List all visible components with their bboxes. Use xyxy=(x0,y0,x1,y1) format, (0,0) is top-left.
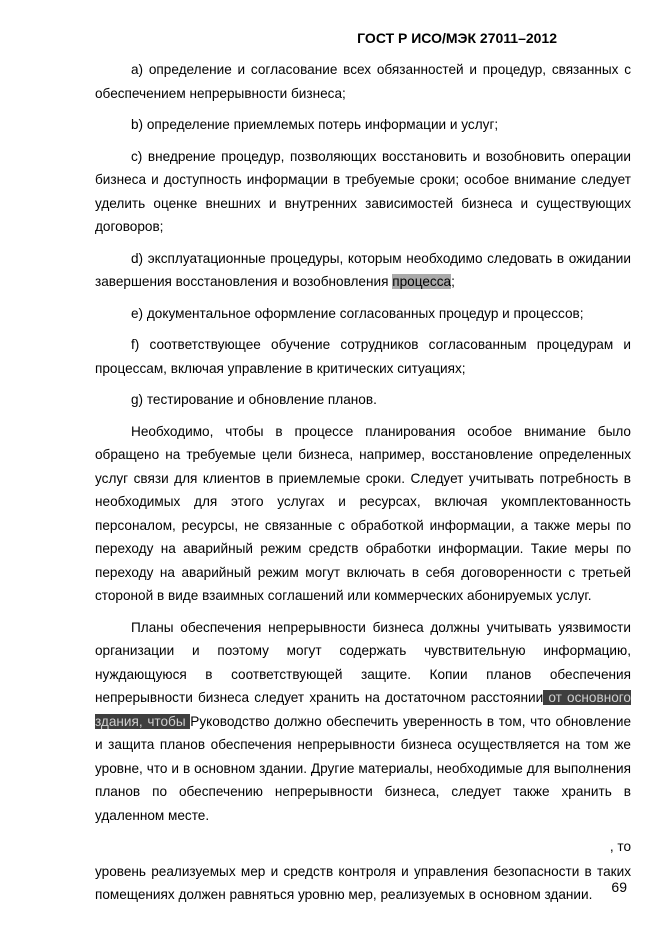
paragraph-plans-rest: Руководство должно обеспечить уверенность в том, что обновление и защита планов обеспечения непрерывности бизнеса осуществляется на том же уровне, что и в основном здании. Другие материалы, необходимые для выполнения планов по обеспечению непрерывности бизнеса, следует также хранить в удаленном месте. xyxy=(95,713,632,823)
highlighted-word: процесса xyxy=(392,274,452,289)
paragraph-security-level: уровень реализуемых мер и средств контроля и управления безопасности в таких помещениях должен равняться уровню мер, реализуемых в основном здании. xyxy=(95,863,631,902)
list-item-c: с) внедрение процедур, позволяющих восстановить и возобновить операции бизнеса и доступность информации в требуемые сроки; особое внимание следует уделить оценке внешних и внутренних зависимостей бизнеса и существующих договоров; xyxy=(95,148,631,234)
list-item-f: f) соответствующее обучение сотрудников согласованным процедурам и процессам, включая управление в критических ситуациях; xyxy=(95,337,631,376)
list-item-d-text: d) эксплуатационные процедуры, которым необходимо следовать в ожидании завершения восстановления и возобновления xyxy=(95,250,631,289)
paragraph-planning: Необходимо, чтобы в процессе планирования особое внимание было обращено на требуемые цели бизнеса, например, восстановление определенных услуг связи для клиентов в приемлемые сроки. Следует учитывать потребность в необходимых для этого услугах и ресурсах, включая укомплектованность персоналом, ресурсы, не связанные с обработкой информации, а также меры по переходу на аварийный режим средств обработки информации. Такие меры по переходу на аварийный режим могут включать в себя договоренности с третьей стороной в виде взаимных соглашений или коммерческих абонируемых услуг. xyxy=(95,423,631,603)
highlighted-phrase: от основного здания, чтобы xyxy=(95,690,631,729)
paragraph-plans xyxy=(95,616,631,828)
page-number: 69 xyxy=(611,879,627,895)
page-body xyxy=(95,58,631,915)
list-item-g: g) тестирование и обновление планов. xyxy=(131,392,377,407)
list-item-a: а) определение и согласование всех обязанностей и процедур, связанных с обеспечением непрерывности бизнеса; xyxy=(95,62,631,101)
list-item-e: е) документальное оформление согласованных процедур и процессов; xyxy=(131,305,584,321)
list-item-d-end: ; xyxy=(451,274,455,289)
document-header: ГОСТ Р ИСО/МЭК 27011–2012 xyxy=(357,30,557,46)
list-item-b: b) определение приемлемых потерь информации и услуг; xyxy=(131,117,499,132)
fragment-line: , то xyxy=(609,839,631,854)
list-item-d xyxy=(95,247,631,294)
paragraph-plans-text: Планы обеспечения непрерывности бизнеса должны учитывать уязвимости организации и поэтому могут содержать чувствительную информацию, нуждающуюся в соответствующей защите. Копии планов обеспечения непрерывности бизнеса следует хранить на достаточном расстоянии xyxy=(95,619,631,705)
